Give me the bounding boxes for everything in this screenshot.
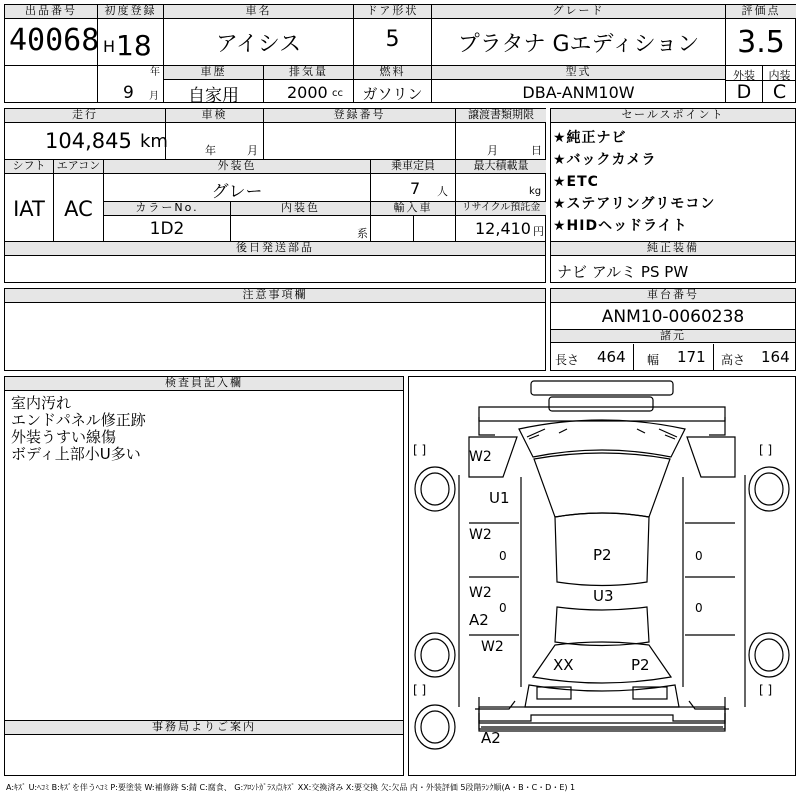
width: 171 [677, 348, 706, 366]
inspection-month-unit: 月 [247, 144, 258, 157]
ac: AC [64, 197, 93, 221]
doors: 5 [385, 27, 400, 52]
chassis-number: ANM10-0060238 [601, 307, 745, 327]
shift: IAT [13, 197, 45, 221]
grade-label: グレード [432, 5, 725, 19]
damage-mark: P2 [631, 656, 650, 674]
transfer-deadline-label: 譲渡書類期限 [456, 109, 546, 123]
car-outline [409, 377, 795, 775]
transfer-month-unit: 月 [487, 144, 498, 157]
inspector-line: 室内汚れ [11, 394, 72, 412]
vehicle-details-table [4, 108, 546, 242]
capacity: 7 [410, 179, 421, 198]
color-number: 1D2 [149, 219, 185, 239]
tire-bracket: [ ] [759, 443, 773, 457]
ac-label: エアコン [54, 160, 103, 174]
inspection-label: 車検 [166, 109, 263, 123]
sales-points-box [550, 108, 796, 242]
capacity-label: 乗車定員 [371, 160, 455, 174]
inspector-line: 外装うすい線傷 [11, 428, 117, 446]
fuel-label: 燃料 [354, 66, 431, 80]
damage-mark: A2 [469, 611, 489, 629]
score: 3.5 [737, 25, 785, 60]
inspection-year-unit: 年 [205, 144, 216, 157]
history: 自家用 [188, 86, 239, 106]
recycle-deposit-label: リサイクル預託金 [456, 202, 546, 216]
tire-bracket: [ ] [413, 443, 427, 457]
displacement-label: 排気量 [264, 66, 353, 80]
capacity-unit: 人 [437, 185, 448, 198]
doors-label: ドア形状 [354, 5, 431, 19]
load-unit: kg [529, 186, 542, 197]
length-label: 長さ [555, 353, 580, 367]
displacement-unit: cc [332, 88, 343, 99]
sales-point: ★バックカメラ [553, 152, 657, 168]
sales-point: ★ステアリングリモコン [553, 196, 716, 212]
max-load-label: 最大積載量 [456, 160, 546, 174]
chassis-number-label: 車台番号 [551, 289, 795, 303]
office-label: 事務局よりご案内 [5, 721, 403, 735]
interior-label: 内装 [768, 69, 791, 82]
first-registration-label: 初度登録 [98, 5, 163, 19]
equipment-box [550, 241, 796, 283]
era-mark: H [103, 37, 116, 56]
mileage-unit: km [140, 131, 168, 152]
equipment-label: 純正装備 [551, 242, 795, 256]
fuel: ガソリン [362, 85, 423, 103]
spec-label: 諸元 [551, 329, 795, 343]
damage-mark: W2 [469, 449, 492, 465]
damage-mark: P2 [593, 546, 612, 564]
recycle-unit: 円 [533, 225, 544, 238]
length: 464 [597, 348, 626, 366]
damage-mark: W2 [469, 527, 492, 543]
damage-mark: 0 [499, 549, 507, 563]
color-label: 外装色 [104, 160, 370, 174]
exterior-label: 外装 [733, 69, 755, 82]
car-name: アイシス [215, 32, 302, 57]
damage-mark: 0 [499, 601, 507, 615]
inspector-box [4, 376, 404, 721]
header-table [4, 4, 796, 106]
month-unit: 月 [149, 91, 159, 102]
tire-bracket: [ ] [759, 683, 773, 697]
interior-color-suffix: 系 [357, 227, 368, 240]
lot-number-label: 出品番号 [5, 5, 97, 19]
office-box [4, 720, 404, 776]
damage-mark: 0 [695, 601, 703, 615]
notes-label: 注意事項欄 [5, 289, 545, 303]
damage-mark: XX [553, 656, 574, 674]
tire-bracket: [ ] [413, 683, 427, 697]
height: 164 [761, 348, 790, 366]
history-label: 車歴 [164, 66, 263, 80]
transfer-day-unit: 日 [531, 144, 542, 157]
damage-mark: W2 [469, 585, 492, 601]
height-label: 高さ [721, 353, 746, 367]
equipment-value: ナビ アルミ PS PW [557, 263, 689, 281]
registration-label: 登録番号 [264, 109, 455, 123]
damage-mark: U3 [593, 587, 614, 605]
displacement: 2000 [287, 83, 328, 102]
sales-points-list [553, 127, 715, 237]
import-label: 輸入車 [371, 202, 455, 216]
first-registration-year: 18 [116, 29, 152, 62]
model-code: DBA-ANM10W [522, 83, 635, 102]
inspector-notes [11, 395, 146, 463]
sales-points-label: セールスポイント [551, 109, 795, 123]
exterior-grade: D [736, 81, 752, 103]
first-registration-month: 9 [123, 83, 134, 103]
inspector-line: ボディ上部小U多い [11, 445, 141, 463]
color: グレー [211, 182, 263, 202]
year-unit: 年 [150, 67, 160, 78]
mileage: 104,845 [45, 129, 132, 153]
sales-point: ★純正ナビ [553, 130, 627, 146]
later-parts-label: 後日発送部品 [5, 242, 545, 256]
damage-mark: U1 [489, 489, 510, 507]
lot-number: 40068 [9, 23, 100, 58]
inspector-label: 検査員記入欄 [5, 377, 403, 391]
grade: プラタナ Gエディション [457, 32, 700, 57]
damage-mark: A2 [481, 729, 501, 747]
damage-mark: 0 [695, 549, 703, 563]
later-parts-box [4, 241, 546, 283]
chassis-box [550, 288, 796, 371]
notes-box [4, 288, 546, 371]
car-damage-diagram [408, 376, 796, 776]
shift-label: シフト [5, 160, 53, 174]
mileage-label: 走行 [5, 109, 165, 123]
damage-legend: A:ｷｽﾞ U:ﾍｺﾐ B:ｷｽﾞを伴うﾍｺﾐ P:要塗装 W:補修跡 S:錆 C:腐食、 G:ﾌﾛﾝﾄｶﾞﾗｽ点ｷｽﾞ XX:交換済み X:要交換 欠:欠品 内・外装評価 5段階ﾗﾝｸ順(A・B・C・D・E) 1 [6, 783, 576, 792]
color-number-label: カラーNo. [104, 202, 230, 216]
model-label: 型式 [432, 66, 725, 80]
sales-point: ★ETC [553, 174, 599, 190]
interior-grade: C [772, 81, 787, 103]
score-label: 評価点 [726, 5, 796, 19]
sales-point: ★HIDヘッドライト [553, 218, 688, 234]
recycle-deposit: 12,410 [475, 219, 531, 238]
damage-mark: W2 [481, 639, 504, 655]
inspector-line: エンドパネル修正跡 [11, 411, 146, 429]
interior-color-label: 内装色 [231, 202, 370, 216]
car-name-label: 車名 [164, 5, 353, 19]
width-label: 幅 [647, 353, 660, 367]
